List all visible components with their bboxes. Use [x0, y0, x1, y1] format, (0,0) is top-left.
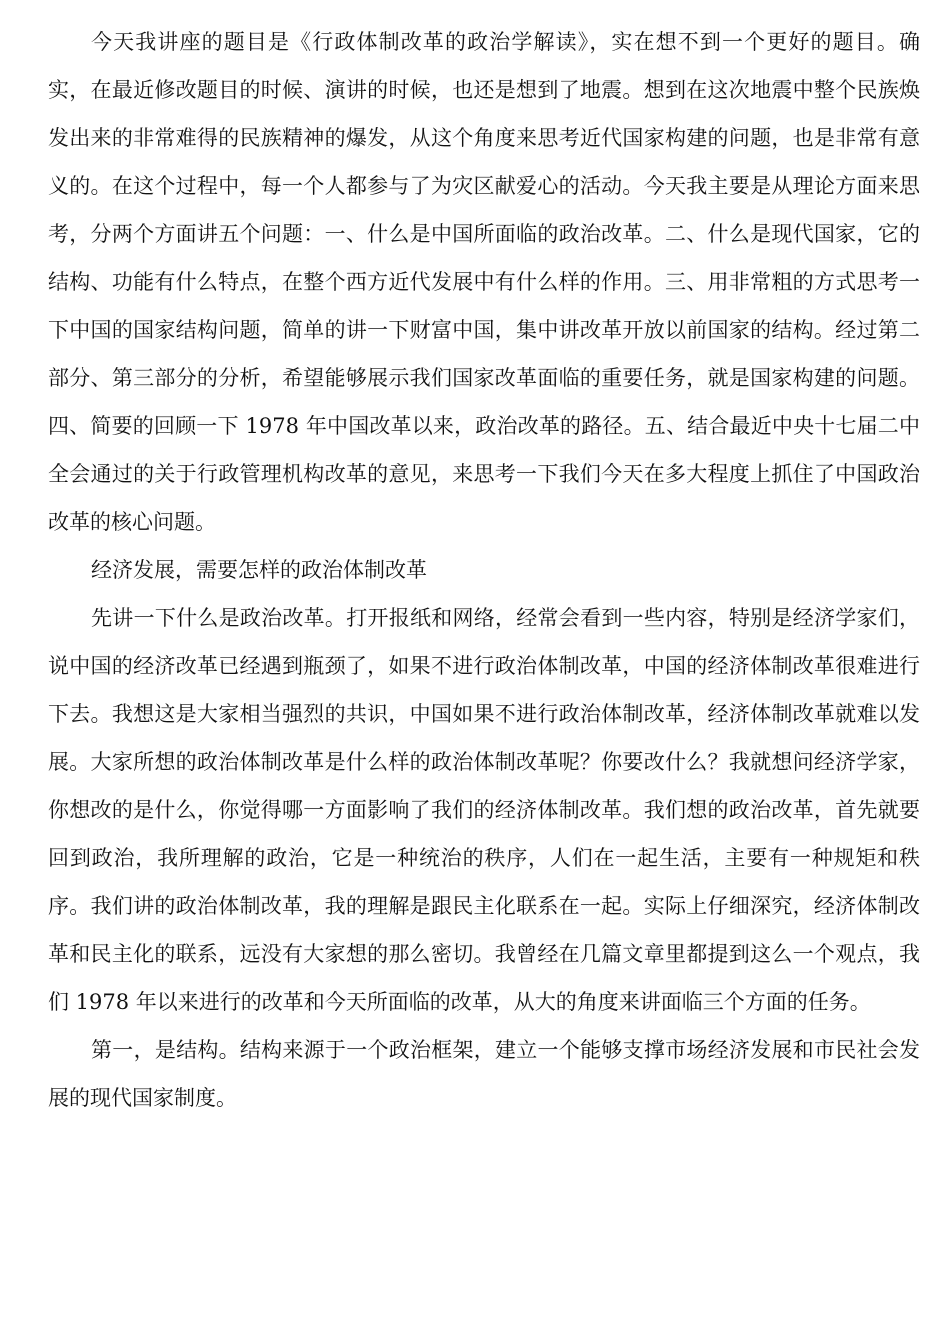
body-paragraph: 先讲一下什么是政治改革。打开报纸和网络，经常会看到一些内容，特别是经济学家们，说中国的经济改革已经遇到瓶颈了，如果不进行政治体制改革，中国的经济体制改革很难进行下去。我想这是大家相当强烈的共识，中国如果不进行政治体制改革，经济体制改革就难以发展。大家所想的政治体制改革是什么样的政治体制改革呢？你要改什么？我就想问经济学家，你想改的是什么，你觉得哪一方面影响了我们的经济体制改革。我们想的政治改革，首先就要回到政治，我所理解的政治，它是一种统治的秩序，人们在一起生活，主要有一种规矩和秩序。我们讲的政治体制改革，我的理解是跟民主化联系在一起。实际上仔细深究，经济体制改革和民主化的联系，远没有大家想的那么密切。我曾经在几篇文章里都提到这么一个观点，我们 1978 年以来进行的改革和今天所面临的改革，从大的角度来讲面临三个方面的任务。 — [48, 606, 920, 1014]
section-heading: 经济发展，需要怎样的政治体制改革 — [91, 558, 428, 582]
document-page — [48, 18, 920, 1122]
body-paragraph: 第一，是结构。结构来源于一个政治框架，建立一个能够支撑市场经济发展和市民社会发展的现代国家制度。 — [48, 1038, 920, 1110]
intro-paragraph: 今天我讲座的题目是《行政体制改革的政治学解读》，实在想不到一个更好的题目。确实，在最近修改题目的时候、演讲的时候，也还是想到了地震。想到在这次地震中整个民族焕发出来的非常难得的民族精神的爆发，从这个角度来思考近代国家构建的问题，也是非常有意义的。在这个过程中，每一个人都参与了为灾区献爱心的活动。今天我主要是从理论方面来思考，分两个方面讲五个问题：一、什么是中国所面临的政治改革。二、什么是现代国家，它的结构、功能有什么特点，在整个西方近代发展中有什么样的作用。三、用非常粗的方式思考一下中国的国家结构问题，简单的讲一下财富中国，集中讲改革开放以前国家的结构。经过第二部分、第三部分的分析，希望能够展示我们国家改革面临的重要任务，就是国家构建的问题。四、简要的回顾一下 1978 年中国改革以来，政治改革的路径。五、结合最近中央十七届二中全会通过的关于行政管理机构改革的意见，来思考一下我们今天在多大程度上抓住了中国政治改革的核心问题。 — [48, 30, 920, 534]
